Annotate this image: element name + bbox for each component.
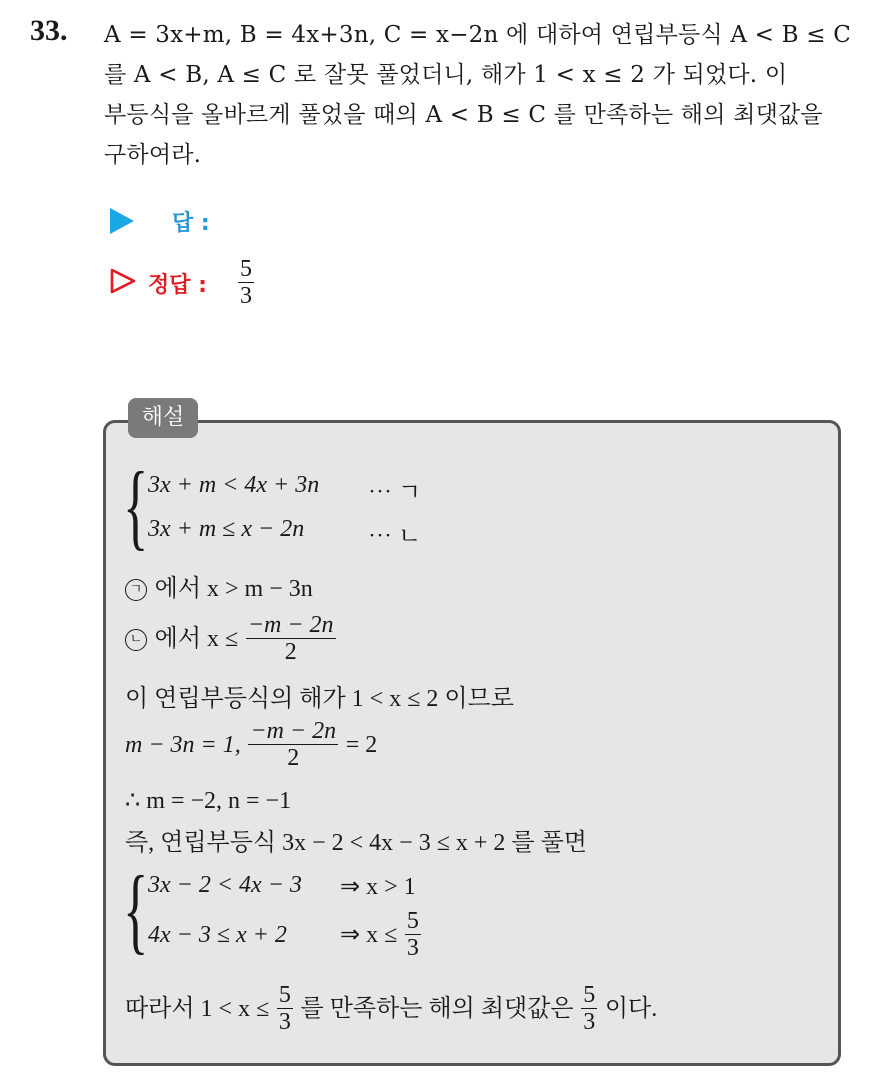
system1-line-a: 3x + m < 4x + 3n <box>148 472 320 498</box>
system-brace-2: { <box>123 856 149 963</box>
final-fraction-1 <box>277 982 293 1037</box>
system1-line-b-mark: ⋯ ㄴ <box>368 524 422 550</box>
final-numerator-1: 5 <box>278 982 291 1008</box>
circled-nieun: ㄴ <box>125 629 147 651</box>
play-icon <box>110 208 134 234</box>
correct-answer-fraction <box>238 256 254 311</box>
correct-answer-denominator: 3 <box>240 283 252 310</box>
system2-line-b-fraction <box>405 908 421 963</box>
step-1-text: 에서 x > m − 3n <box>154 576 313 602</box>
step-2-text: 에서 x ≤ <box>154 626 239 652</box>
final-numerator-2: 5 <box>583 982 596 1008</box>
step-4-result: = 2 <box>345 732 378 758</box>
system2-line-b-result <box>340 908 421 963</box>
step-2 <box>125 612 336 667</box>
outline-play-icon <box>110 268 136 294</box>
system2-line-b: 4x − 3 ≤ x + 2 <box>148 922 287 948</box>
answer-label: 답 : <box>172 211 210 236</box>
system2-line-b-numerator: 5 <box>406 908 419 934</box>
step-6: 즉, 연립부등식 3x − 2 < 4x − 3 ≤ x + 2 를 풀면 <box>125 830 587 856</box>
final-fraction-2 <box>581 982 597 1037</box>
correct-answer-label: 정답 : <box>148 273 207 298</box>
solution-tag: 해설 <box>128 398 198 438</box>
step-5: ∴ m = −2, n = −1 <box>125 788 292 814</box>
step-2-numerator: −m − 2n <box>247 612 334 638</box>
question-number: 33. <box>30 14 68 47</box>
circled-giyeok: ㄱ <box>125 579 147 601</box>
system2-line-b-denominator: 3 <box>406 935 419 962</box>
final-text-1: 따라서 1 < x ≤ <box>125 996 270 1022</box>
system2-line-a: 3x − 2 < 4x − 3 <box>148 872 302 898</box>
system2-line-b-result-text: ⇒ x ≤ <box>340 922 398 948</box>
system1-line-b: 3x + m ≤ x − 2n <box>148 516 305 542</box>
step-2-denominator: 2 <box>246 638 336 667</box>
step-4-denominator: 2 <box>248 744 338 773</box>
step-4-fraction <box>248 718 338 773</box>
system-brace-1: { <box>123 452 149 559</box>
correct-answer-numerator: 5 <box>240 256 252 282</box>
problem-line-4: 구하여라. <box>104 142 202 168</box>
step-4-text: m − 3n = 1, <box>125 732 241 758</box>
step-3: 이 연립부등식의 해가 1 < x ≤ 2 이므로 <box>125 686 514 712</box>
problem-line-1: A = 3x+m, B = 4x+3n, C = x−2n 에 대하여 연립부등식 A < B ≤ C <box>104 22 852 48</box>
problem-line-2: 를 A < B, A ≤ C 로 잘못 풀었더니, 해가 1 < x ≤ 2 가 되었다. 이 <box>104 62 788 88</box>
final-text-3: 이다. <box>604 996 658 1022</box>
step-2-fraction <box>246 612 336 667</box>
final-denominator-1: 3 <box>278 1009 291 1036</box>
final-statement <box>125 982 657 1037</box>
step-4-numerator: −m − 2n <box>250 718 337 744</box>
system1-line-a-mark: ⋯ ㄱ <box>368 480 422 506</box>
final-denominator-2: 3 <box>583 1009 596 1036</box>
step-4 <box>125 718 377 773</box>
system2-line-a-result: ⇒ x > 1 <box>340 874 416 900</box>
step-1 <box>125 568 313 603</box>
final-text-2: 를 만족하는 해의 최댓값은 <box>300 996 574 1022</box>
problem-line-3: 부등식을 올바르게 풀었을 때의 A < B ≤ C 를 만족하는 해의 최댓값을 <box>104 102 823 128</box>
